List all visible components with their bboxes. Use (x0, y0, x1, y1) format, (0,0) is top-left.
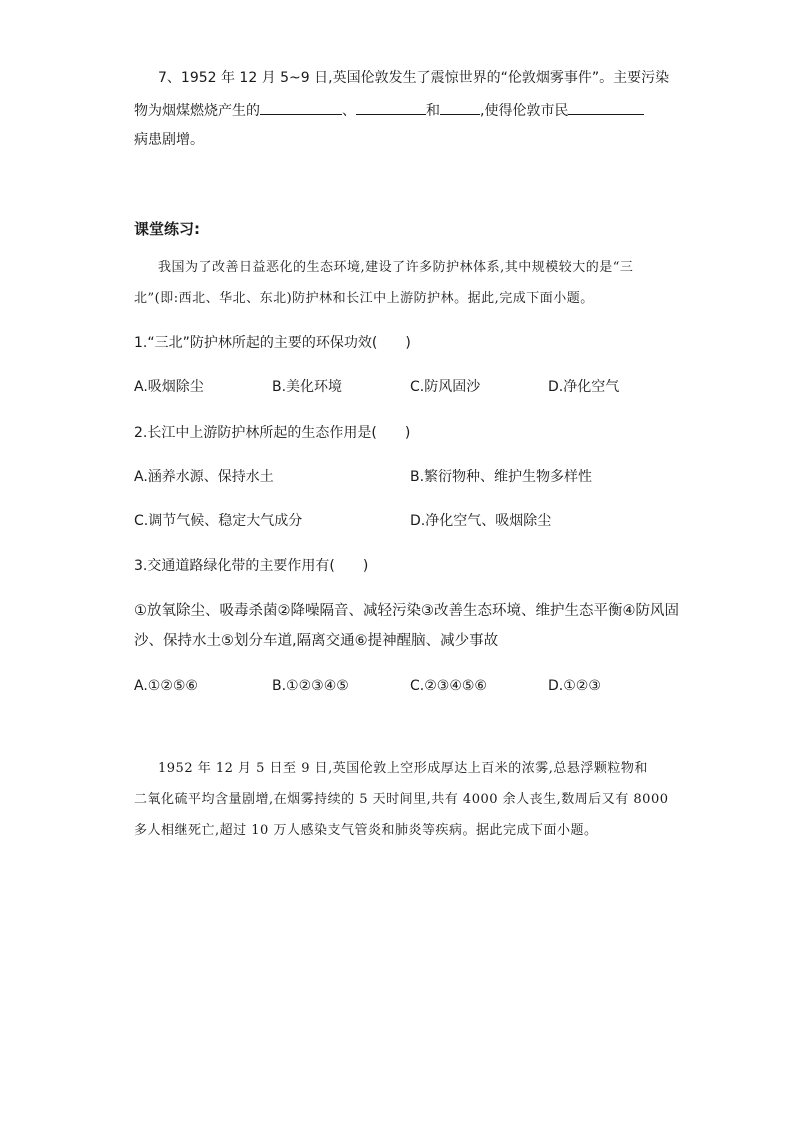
q3-option-d[interactable]: D.①②③ (548, 678, 601, 694)
q7-line-2-text-b: ,使得伦敦市民 (480, 103, 569, 119)
q7-line-1: 7、1952 年 12 月 5~9 日,英国伦敦发生了震惊世界的“伦敦烟雾事件”。主要污染 (158, 70, 670, 86)
q7-line-2-text-a: 物为烟煤燃烧产生的 (134, 103, 260, 119)
fill-blank-2[interactable] (356, 100, 426, 115)
fill-blank-1[interactable] (260, 100, 342, 115)
q1-option-c[interactable]: C.防风固沙 (410, 379, 481, 395)
q3-option-a[interactable]: A.①②⑤⑥ (134, 678, 198, 694)
fill-blank-3[interactable] (440, 100, 480, 115)
intro-line-2: 北”(即:西北、华北、东北)防护林和长江中上游防护林。据此,完成下面小题。 (134, 291, 594, 306)
q7-and: 和 (426, 103, 440, 119)
passage-line-3: 多人相继死亡,超过 10 万人感染支气管炎和肺炎等疾病。据此完成下面小题。 (134, 823, 598, 838)
q3-option-b[interactable]: B.①②③④⑤ (272, 678, 349, 694)
passage-line-2: 二氧化硫平均含量剧增,在烟雾持续的 5 天时间里,共有 4000 余人丧生,数周后又有 8000 (134, 792, 669, 807)
q3-desc-line-1: ①放氧除尘、吸毒杀菌②降噪隔音、减轻污染③改善生态环境、维护生态平衡④防风固 (134, 603, 679, 619)
question-2-stem: 2.长江中上游防护林所起的生态作用是( ) (134, 425, 411, 441)
section-title: 课堂练习: (134, 220, 200, 238)
q1-option-d[interactable]: D.净化空气 (548, 379, 620, 395)
q7-line-2 (134, 100, 644, 121)
q7-sep-1: 、 (342, 103, 356, 119)
q2-option-a[interactable]: A.涵养水源、保持水土 (134, 469, 274, 485)
q1-option-a[interactable]: A.吸烟除尘 (134, 379, 204, 395)
question-3-stem: 3.交通道路绿化带的主要作用有( ) (134, 558, 369, 574)
fill-blank-4[interactable] (568, 100, 644, 115)
intro-line-1: 我国为了改善日益恶化的生态环境,建设了许多防护林体系,其中规模较大的是“三 (158, 260, 634, 275)
q2-option-d[interactable]: D.净化空气、吸烟除尘 (410, 513, 552, 529)
q3-option-c[interactable]: C.②③④⑤⑥ (410, 678, 487, 694)
q2-option-c[interactable]: C.调节气候、稳定大气成分 (134, 513, 303, 529)
q7-line-3: 病患剧增。 (134, 132, 204, 148)
passage-line-1: 1952 年 12 月 5 日至 9 日,英国伦敦上空形成厚达上百米的浓雾,总悬浮颗粒物和 (158, 761, 648, 776)
q3-desc-line-2: 沙、保持水土⑤划分车道,隔离交通⑥提神醒脑、减少事故 (134, 633, 499, 649)
q1-option-b[interactable]: B.美化环境 (272, 379, 343, 395)
question-1-stem: 1.“三北”防护林所起的主要的环保功效( ) (134, 335, 411, 351)
q2-option-b[interactable]: B.繁衍物种、维护生物多样性 (410, 469, 593, 485)
